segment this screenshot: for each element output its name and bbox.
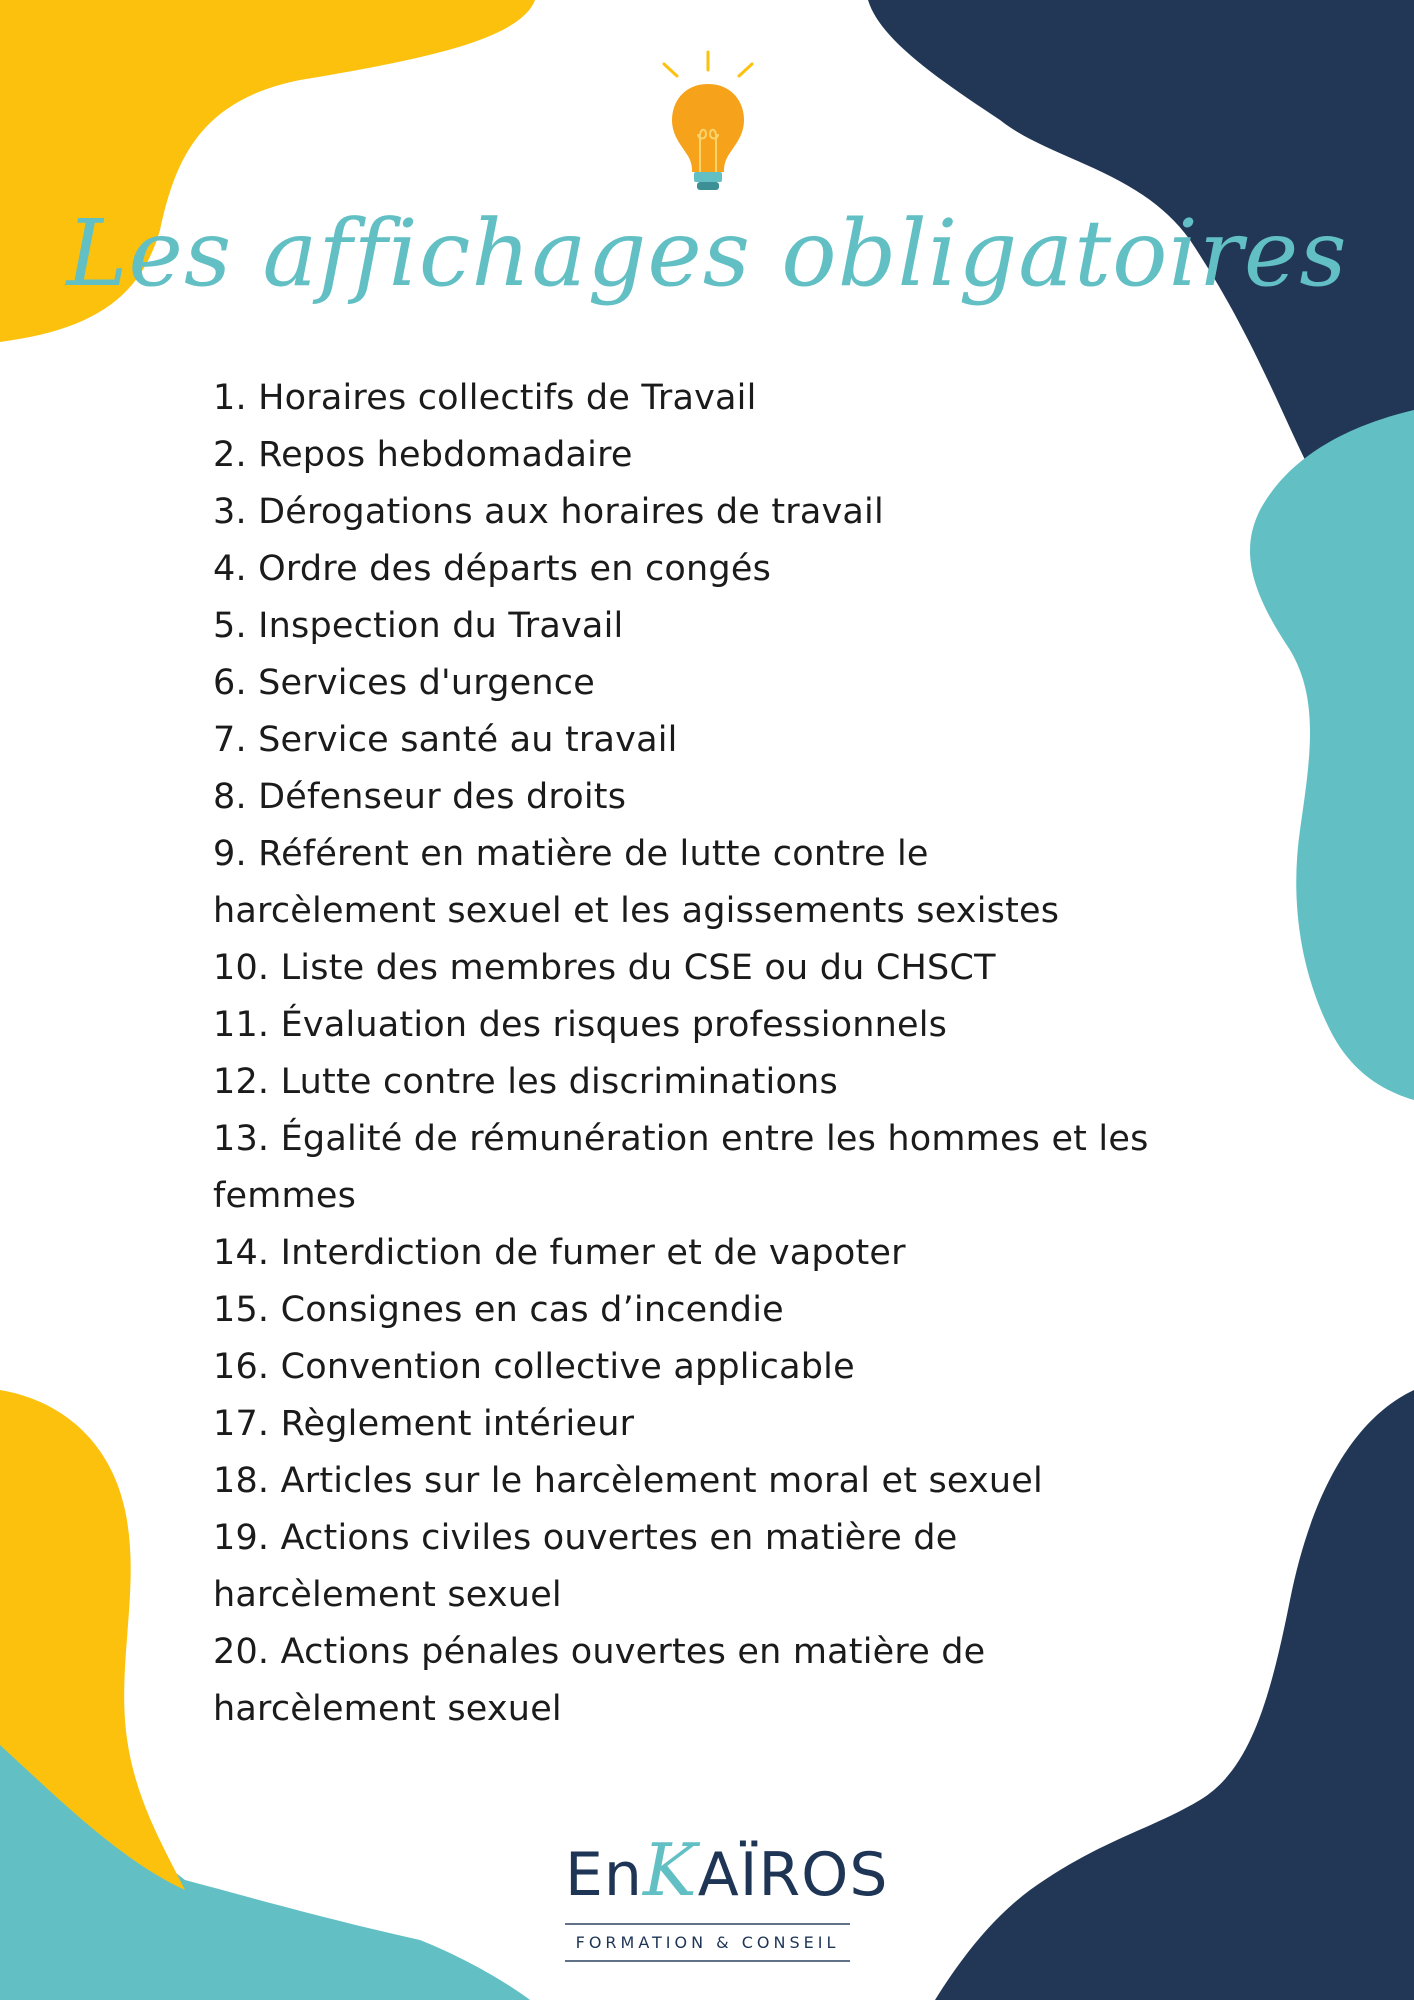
- list-item: 18. Articles sur le harcèlement moral et sexuel: [213, 1461, 1043, 1501]
- logo-divider: [565, 1960, 850, 1962]
- list-item: 13. Égalité de rémunération entre les hommes et les: [213, 1119, 1149, 1159]
- list-item: 6. Services d'urgence: [213, 663, 595, 703]
- list-item-continuation: femmes: [213, 1176, 357, 1216]
- logo-wordmark: [565, 1828, 889, 1912]
- list-item: 12. Lutte contre les discriminations: [213, 1062, 838, 1102]
- page-title: Les affichages obligatoires: [66, 200, 1348, 307]
- list-item: 1. Horaires collectifs de Travail: [213, 378, 757, 418]
- list-item: 14. Interdiction de fumer et de vapoter: [213, 1233, 906, 1273]
- list-item: 4. Ordre des départs en congés: [213, 549, 772, 589]
- logo-tagline: FORMATION & CONSEIL: [575, 1933, 840, 1952]
- list-item-continuation: harcèlement sexuel et les agissements sexistes: [213, 891, 1060, 931]
- list-item: 17. Règlement intérieur: [213, 1404, 635, 1444]
- list-item: 2. Repos hebdomadaire: [213, 435, 633, 475]
- list-item: 9. Référent en matière de lutte contre le: [213, 834, 929, 874]
- list-item-continuation: harcèlement sexuel: [213, 1689, 562, 1729]
- list-item: 5. Inspection du Travail: [213, 606, 624, 646]
- list-item: 19. Actions civiles ouvertes en matière de: [213, 1518, 958, 1558]
- enkairos-logo: [565, 1828, 889, 1962]
- logo-divider: [565, 1923, 850, 1925]
- list-item: 16. Convention collective applicable: [213, 1347, 855, 1387]
- list-item: 10. Liste des membres du CSE ou du CHSCT: [213, 948, 996, 988]
- logo-word-start: En: [565, 1840, 643, 1910]
- lightbulb-icon: [650, 48, 766, 198]
- logo-word-k: K: [642, 1828, 698, 1912]
- list-item: 8. Défenseur des droits: [213, 777, 627, 817]
- list-item: 20. Actions pénales ouvertes en matière de: [213, 1632, 986, 1672]
- list-item: 15. Consignes en cas d’incendie: [213, 1290, 784, 1330]
- logo-word-end: AÏROS: [697, 1840, 889, 1910]
- mandatory-postings-list: [213, 370, 1193, 1738]
- list-item-continuation: harcèlement sexuel: [213, 1575, 562, 1615]
- list-item: 11. Évaluation des risques professionnels: [213, 1005, 948, 1045]
- list-item: 7. Service santé au travail: [213, 720, 678, 760]
- teal-blob-right: [1250, 410, 1414, 1100]
- list-item: 3. Dérogations aux horaires de travail: [213, 492, 884, 532]
